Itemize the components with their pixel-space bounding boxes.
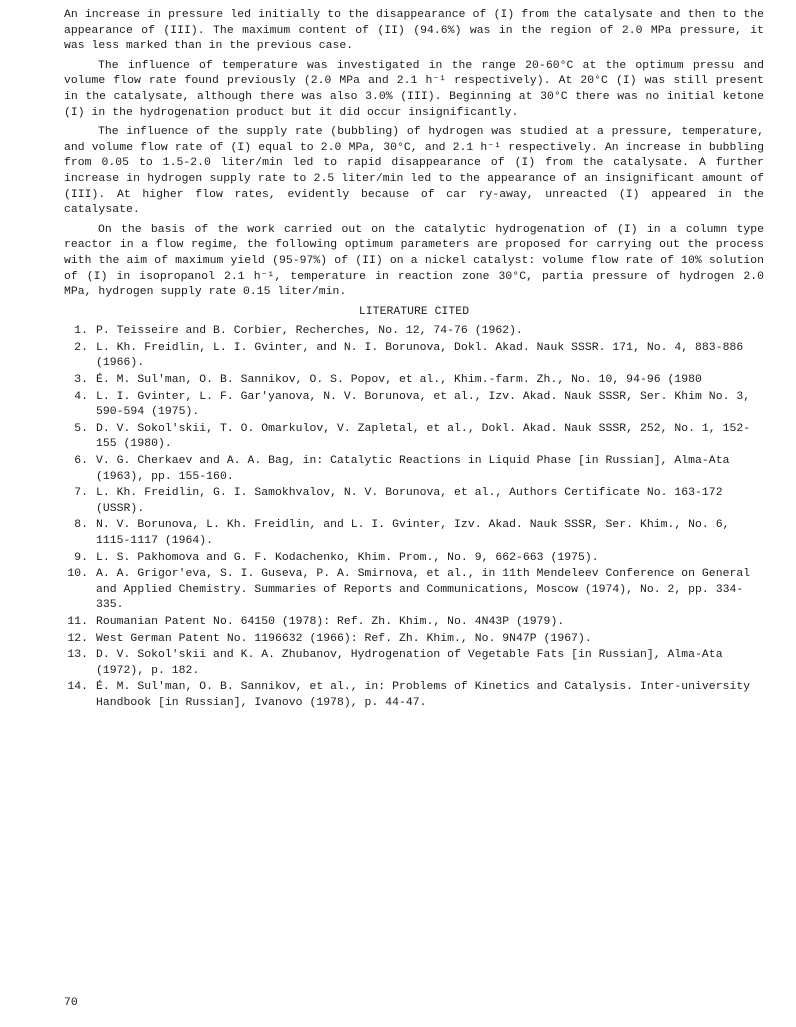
reference-item: [67, 680, 764, 711]
reference-text: V. G. Cherkaev and A. A. Bag, in: Catalytic Reactions in Liquid Phase [in Russian], Alma-Ata (1963), pp. 155-160.: [96, 455, 730, 483]
reference-number: 8.: [74, 519, 88, 532]
reference-item: [67, 567, 764, 614]
reference-text: West German Patent No. 1196632 (1966): Ref. Zh. Khim., No. 9N47P (1967).: [96, 632, 592, 645]
reference-number: 14.: [67, 681, 88, 694]
reference-text: Roumanian Patent No. 64150 (1978): Ref. Zh. Khim., No. 4N43P (1979).: [96, 615, 565, 628]
reference-number: 2.: [74, 341, 88, 354]
paragraph-hydrogen-supply: The influence of the supply rate (bubbling) of hydrogen was studied at a pressure, temperature, and volume flow rate of (I) equal to 2.0 MPa, 30°C, and 2.1 h⁻¹ respectively. An increase in bubbling from 0.05 to 1.5-2.0 liter/min led to rapid disappearance of (I) from the catalysate. A further increase in hydrogen supply rate to 2.5 liter/min led to the appearance of an insignificant amount of (III). At higher flow rates, evidently because of car ry-away, unreacted (I) appeared in the catalysate.: [64, 126, 764, 217]
paragraph-pressure: An increase in pressure led initially to the disappearance of (I) from the catalysate and then to the appearance of (III). The maximum content of (II) (94.6%) was in the region of 2.0 MPa pressure, it was less marked than in the previous case.: [64, 9, 764, 53]
reference-item: [74, 373, 764, 389]
reference-number: 10.: [67, 568, 88, 581]
reference-item: [74, 390, 764, 421]
reference-number: 4.: [74, 390, 88, 403]
reference-item: [74, 341, 764, 372]
reference-number: 6.: [74, 455, 88, 468]
reference-text: É. M. Sul'man, O. B. Sannikov, et al., in: Problems of Kinetics and Catalysis. Inter-university Handbook [in Russian], Ivanovo (1978), p. 44-47.: [96, 681, 751, 709]
paragraph-conclusion: On the basis of the work carried out on the catalytic hydrogenation of (I) in a column type reactor in a flow regime, the following optimum parameters are proposed for carrying out the process with the aim of maximum yield (95-97%) of (II) on a nickel catalyst: volume flow rate of 10% solution of (I) in isopropanol 2.1 h⁻¹, temperature in reaction zone 30°C, partia pressure of hydrogen 2.0 MPa, hydrogen supply rate 0.15 liter/min.: [64, 223, 764, 299]
reference-text: L. Kh. Freidlin, L. I. Gvinter, and N. I. Borunova, Dokl. Akad. Nauk SSSR. 171, No. 4, 883-886 (1966).: [96, 341, 744, 370]
reference-text: L. Kh. Freidlin, G. I. Samokhvalov, N. V. Borunova, et al., Authors Certificate No. 163-172 (USSR).: [96, 487, 723, 515]
reference-number: 1.: [74, 325, 88, 338]
page-body: [64, 8, 764, 713]
reference-number: 7.: [74, 487, 88, 500]
reference-item: [67, 648, 764, 679]
reference-item: [67, 632, 764, 648]
reference-number: 13.: [67, 649, 88, 662]
reference-item: [74, 324, 764, 340]
reference-number: 3.: [74, 374, 88, 387]
reference-item: [74, 486, 764, 517]
reference-text: L. S. Pakhomova and G. F. Kodachenko, Khim. Prom., No. 9, 662-663 (1975).: [96, 551, 599, 564]
reference-text: É. M. Sul'man, O. B. Sannikov, O. S. Popov, et al., Khim.-farm. Zh., No. 10, 94-96 (1980: [96, 374, 702, 387]
reference-text: N. V. Borunova, L. Kh. Freidlin, and L. I. Gvinter, Izv. Akad. Nauk SSSR, Ser. Khim., No. 6, 1115-1117 (1964).: [96, 519, 730, 547]
reference-item: [67, 615, 764, 631]
reference-item: [74, 518, 764, 549]
reference-item: [74, 551, 764, 567]
references-list: [64, 324, 764, 711]
paragraph-temperature: The influence of temperature was investigated in the range 20-60°C at the optimum pressu and volume flow rate found previously (2.0 MPa and 2.1 h⁻¹ respectively). At 20°C (I) was still present in the catalysate, although there was also 3.0% (III). Beginning at 30°C there was no initial ketone (I) in the hydrogenation product but it did occur insignificantly.: [64, 59, 764, 119]
reference-number: 11.: [67, 615, 88, 628]
reference-text: D. V. Sokol'skii and K. A. Zhubanov, Hydrogenation of Vegetable Fats [in Russian], Alma-Ata (1972), p. 182.: [96, 649, 723, 677]
reference-item: [74, 454, 764, 485]
references-heading: LITERATURE CITED: [358, 305, 470, 318]
reference-item: [74, 422, 764, 453]
reference-number: 12.: [67, 632, 88, 645]
reference-text: A. A. Grigor'eva, S. I. Guseva, P. A. Smirnova, et al., in 11th Mendeleev Conference on General and Applied Chemistry. Summaries of Reports and Communications, Moscow (1974), No. 2, pp. 334-335.: [96, 568, 751, 612]
page-number: 70: [64, 997, 78, 1009]
reference-text: L. I. Gvinter, L. F. Gar'yanova, N. V. Borunova, et al., Izv. Akad. Nauk SSSR, Ser. Khim No. 3, 590-594 (1975).: [96, 390, 751, 419]
reference-number: 9.: [74, 551, 88, 564]
reference-text: P. Teisseire and B. Corbier, Recherches, No. 12, 74-76 (1962).: [96, 325, 523, 338]
reference-number: 5.: [74, 422, 88, 435]
reference-text: D. V. Sokol'skii, T. O. Omarkulov, V. Zapletal, et al., Dokl. Akad. Nauk SSSR, 252, No. 1, 152-155 (1980).: [96, 422, 751, 451]
